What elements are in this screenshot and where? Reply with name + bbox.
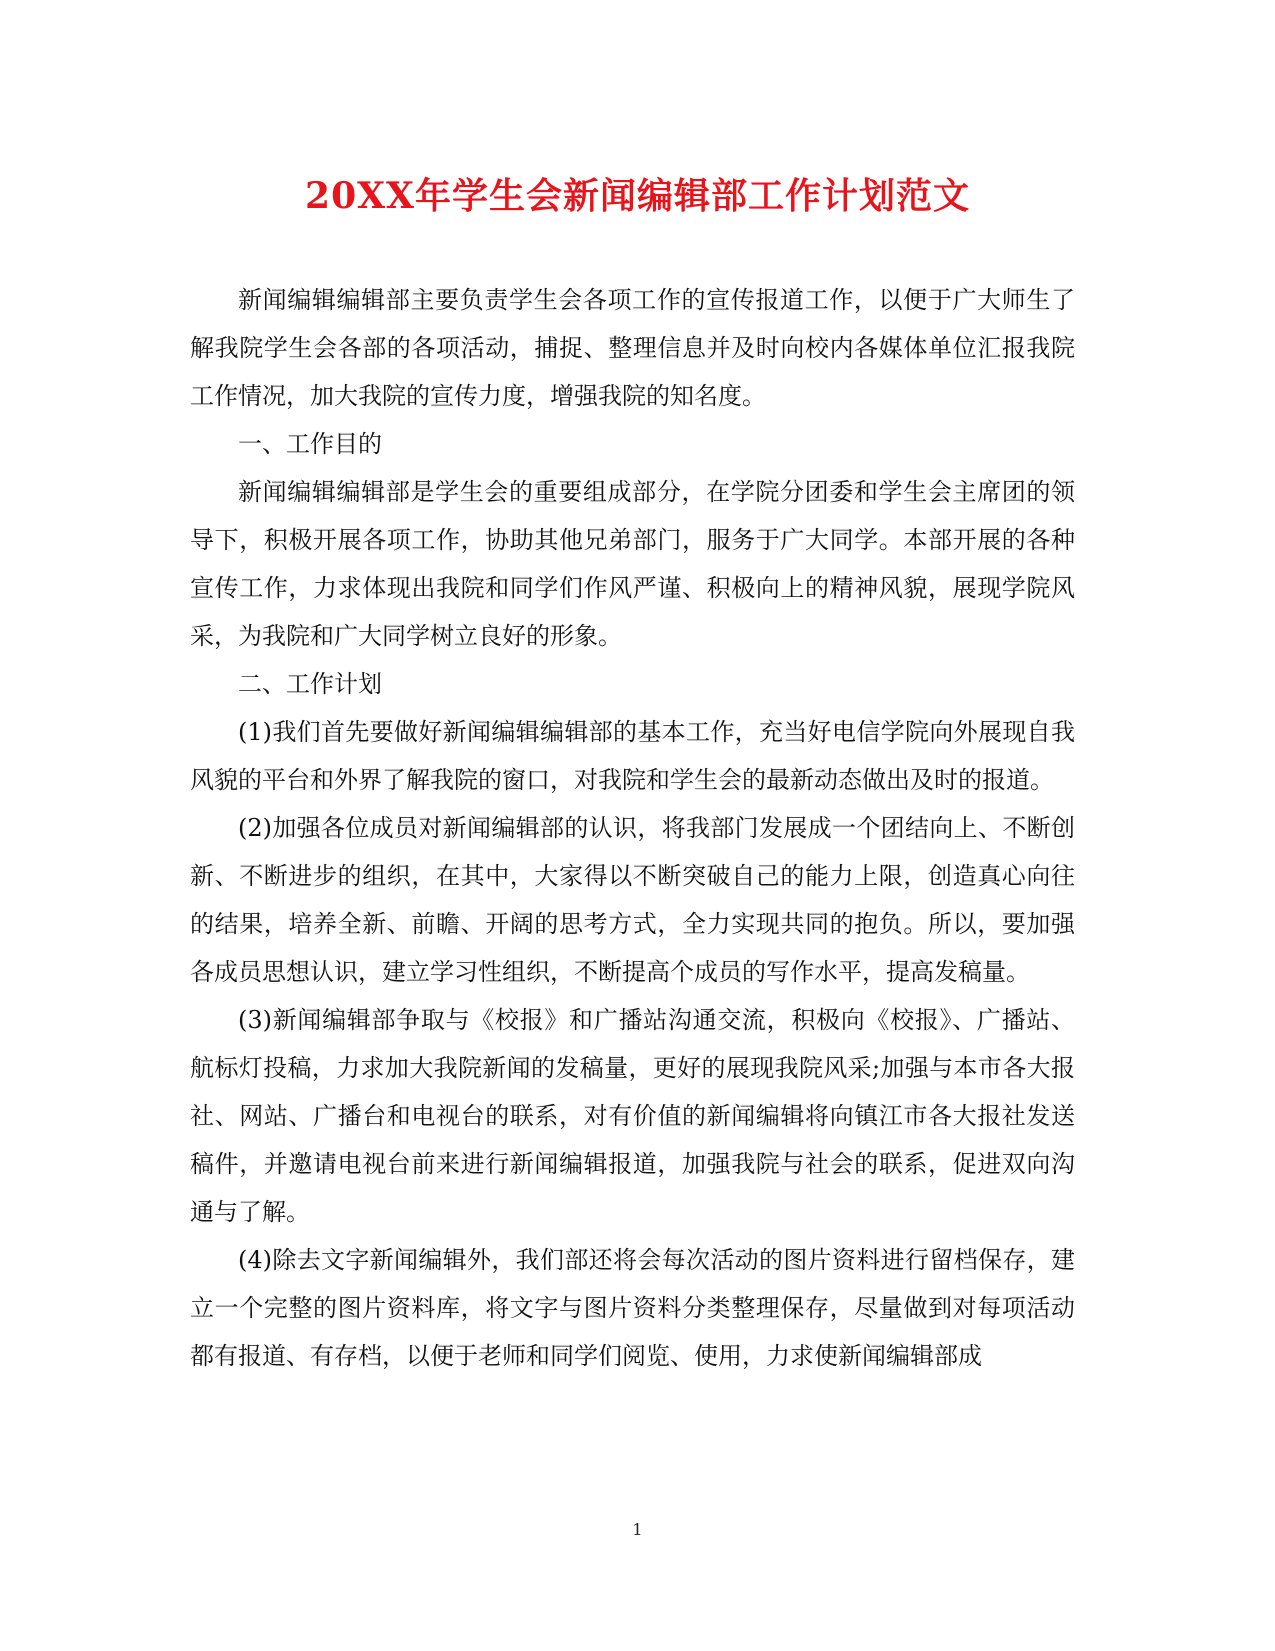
purpose-paragraph: 新闻编辑编辑部是学生会的重要组成部分，在学院分团委和学生会主席团的领导下，积极开展各项工作，协助其他兄弟部门，服务于广大同学。本部开展的各种宣传工作，力求体现出我院和同学们作风严谨、积极向上的精神风貌，展现学院风采，为我院和广大同学树立良好的形象。 xyxy=(190,478,1075,650)
plan-item-3: (3)新闻编辑部争取与《校报》和广播站沟通交流，积极向《校报》、广播站、航标灯投稿，力求加大我院新闻的发稿量，更好的展现我院风采;加强与本市各大报社、网站、广播台和电视台的联系，对有价值的新闻编辑将向镇江市各大报社发送稿件，并邀请电视台前来进行新闻编辑报道，加强我院与社会的联系，促进双向沟通与了解。 xyxy=(190,1006,1075,1226)
plan-item-4: (4)除去文字新闻编辑外，我们部还将会每次活动的图片资料进行留档保存，建立一个完整的图片资料库，将文字与图片资料分类整理保存，尽量做到对每项活动都有报道、有存档，以便于老师和同学们阅览、使用，力求使新闻编辑部成 xyxy=(190,1246,1075,1370)
document-body xyxy=(190,276,1075,1380)
document-title: 20XX年学生会新闻编辑部工作计划范文 xyxy=(305,175,970,217)
page-number: 1 xyxy=(632,1520,643,1539)
section-heading-plan: 二、工作计划 xyxy=(238,670,382,698)
section-heading-purpose: 一、工作目的 xyxy=(238,430,382,458)
intro-paragraph: 新闻编辑编辑部主要负责学生会各项工作的宣传报道工作，以便于广大师生了解我院学生会各部的各项活动，捕捉、整理信息并及时向校内各媒体单位汇报我院工作情况，加大我院的宣传力度，增强我院的知名度。 xyxy=(190,286,1075,410)
plan-item-2: (2)加强各位成员对新闻编辑部的认识，将我部门发展成一个团结向上、不断创新、不断进步的组织，在其中，大家得以不断突破自己的能力上限，创造真心向往的结果，培养全新、前瞻、开阔的思考方式，全力实现共同的抱负。所以，要加强各成员思想认识，建立学习性组织，不断提高个成员的写作水平，提高发稿量。 xyxy=(190,814,1075,986)
plan-item-1: (1)我们首先要做好新闻编辑编辑部的基本工作，充当好电信学院向外展现自我风貌的平台和外界了解我院的窗口，对我院和学生会的最新动态做出及时的报道。 xyxy=(190,718,1075,794)
